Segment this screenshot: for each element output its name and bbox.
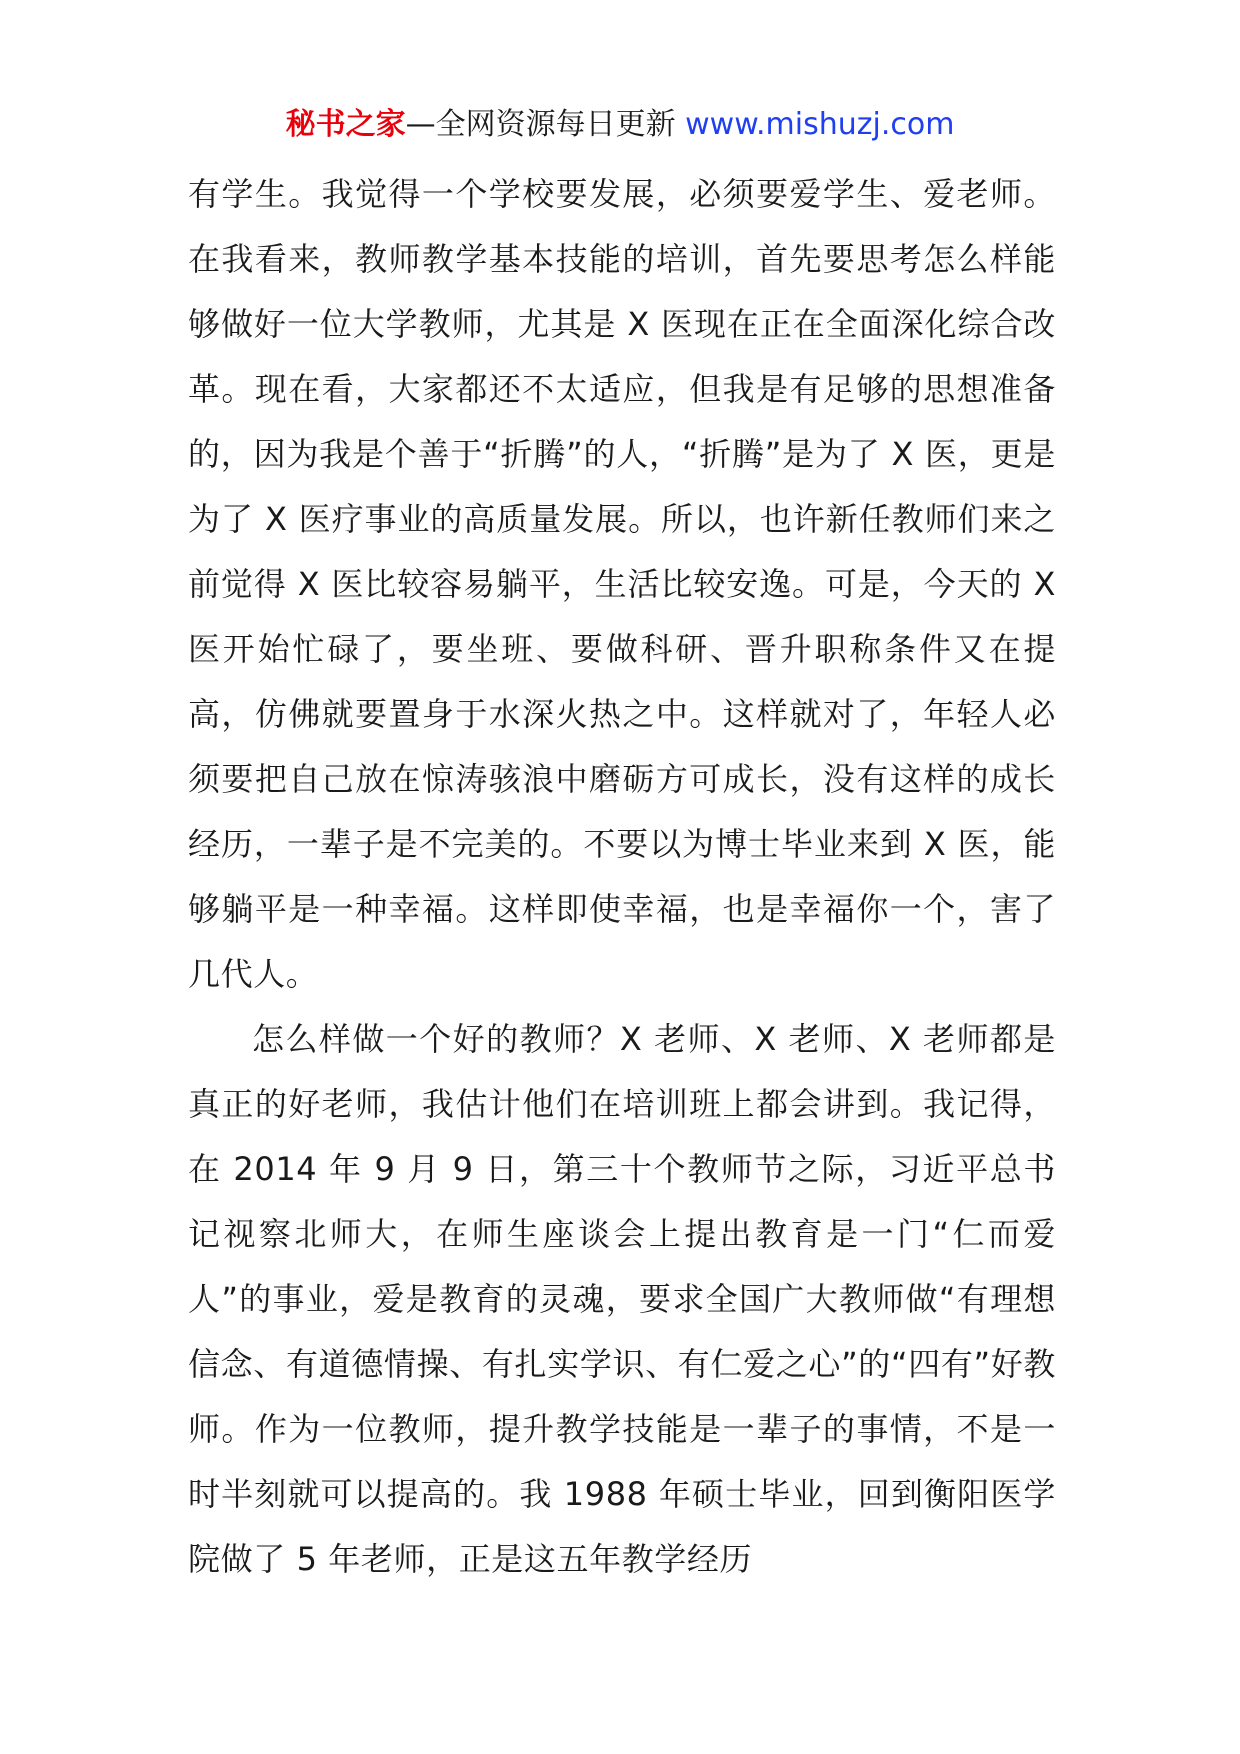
website-link[interactable]: www.mishuzj.com bbox=[685, 107, 955, 142]
document-body bbox=[188, 162, 1056, 1592]
paragraph-2: 怎么样做一个好的教师？X 老师、X 老师、X 老师都是真正的好老师，我估计他们在培训班上都会讲到。我记得，在 2014 年 9 月 9 日，第三十个教师节之际，习近平总书记视察北师大，在师生座谈会上提出教育是一门“仁而爱人”的事业，爱是教育的灵魂，要求全国广大教师做“有理想信念、有道德情操、有扎实学识、有仁爱之心”的“四有”好教师。作为一位教师，提升教学技能是一辈子的事情，不是一时半刻就可以提高的。我 1988 年硕士毕业，回到衡阳医学院做了 5 年老师，正是这五年教学经历 bbox=[188, 1020, 1056, 1578]
paragraph-1: 有学生。我觉得一个学校要发展，必须要爱学生、爱老师。在我看来，教师教学基本技能的培训，首先要思考怎么样能够做好一位大学教师，尤其是 X 医现在正在全面深化综合改革。现在看，大家都还不太适应，但我是有足够的思想准备的，因为我是个善于“折腾”的人，“折腾”是为了 X 医，更是为了 X 医疗事业的高质量发展。所以，也许新任教师们来之前觉得 X 医比较容易躺平，生活比较安逸。可是，今天的 X 医开始忙碌了，要坐班、要做科研、晋升职称条件又在提高，仿佛就要置身于水深火热之中。这样就对了，年轻人必须要把自己放在惊涛骇浪中磨砺方可成长，没有这样的成长经历，一辈子是不完美的。不要以为博士毕业来到 X 医，能够躺平是一种幸福。这样即使幸福，也是幸福你一个，害了几代人。 bbox=[188, 175, 1056, 993]
header-tagline: —全网资源每日更新 bbox=[405, 107, 676, 142]
brand-name: 秘书之家 bbox=[285, 107, 406, 142]
page-header bbox=[0, 103, 1240, 147]
